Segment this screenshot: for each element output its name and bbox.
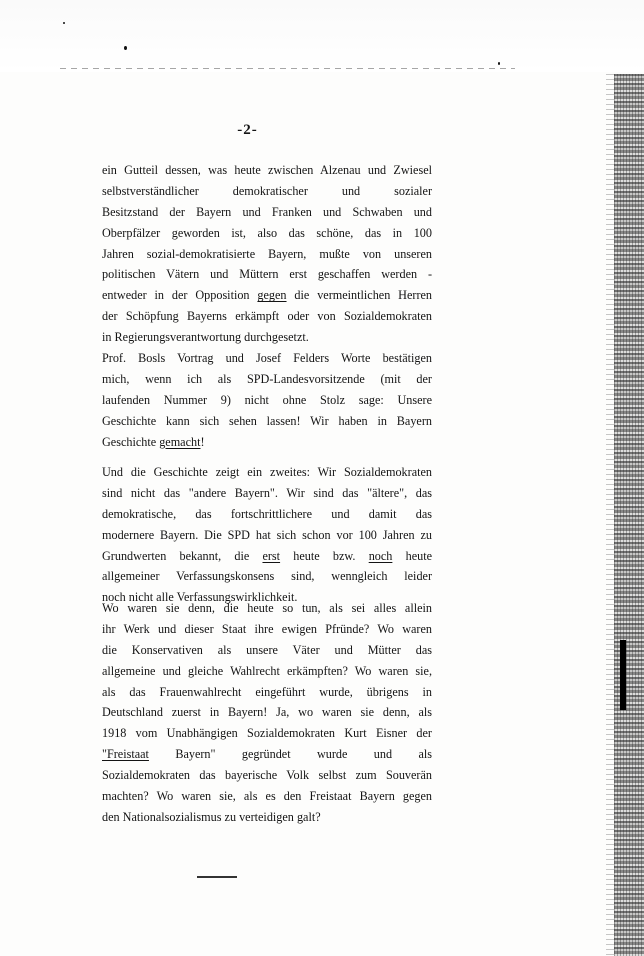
text-line	[102, 244, 432, 265]
underlined-word: "Freistaat	[102, 747, 149, 762]
text-line	[102, 432, 432, 453]
scan-shadow	[606, 74, 614, 956]
text-line	[102, 181, 432, 202]
text-line	[102, 598, 432, 619]
underlined-word: gegen	[257, 288, 287, 303]
text-segment: !	[200, 434, 205, 449]
text-line	[102, 411, 432, 432]
text-line	[102, 619, 432, 640]
page-number: -2-	[237, 122, 258, 138]
text-line	[102, 483, 432, 504]
text-segment: allgemeiner Verfassungskonsens sind, wenngleich leider	[102, 569, 432, 584]
scan-edge-line	[60, 68, 515, 69]
text-line	[102, 327, 432, 348]
text-line	[102, 546, 432, 567]
text-line	[102, 223, 432, 244]
text-line	[102, 525, 432, 546]
text-segment: machten? Wo waren sie, als es den Freistaat Bayern gegen	[102, 789, 432, 804]
text-segment: laufenden Nummer 9) nicht ohne Stolz sage: Unsere	[102, 392, 432, 407]
text-segment: Besitzstand der Bayern und Franken und Schwaben und	[102, 204, 432, 219]
text-segment: selbstverständlicher demokratischer und sozialer	[102, 183, 432, 198]
text-line	[102, 702, 432, 723]
text-segment: Bayern" gegründet wurde und als	[175, 747, 432, 762]
text-segment: heute	[405, 548, 433, 563]
text-segment: der Schöpfung Bayerns erkämpft oder von Sozialdemokraten	[102, 309, 432, 324]
underlined-word: noch	[368, 548, 393, 563]
text-line	[102, 264, 432, 285]
text-segment: Jahren sozial-demokratisierte Bayern, mußte von unseren	[102, 246, 432, 261]
text-segment: Deutschland zuerst in Bayern! Ja, wo waren sie denn, als	[102, 705, 432, 720]
text-segment: allgemeine und gleiche Wahlrecht erkämpften? Wo waren sie,	[102, 663, 432, 678]
text-segment: sind nicht das "andere Bayern". Wir sind das "ältere", das	[102, 485, 432, 500]
text-segment: Oberpfälzer geworden ist, also das schöne, das in 100	[102, 225, 432, 240]
text-segment: Geschichte	[102, 434, 157, 449]
text-line	[102, 348, 432, 369]
scan-speck	[124, 46, 127, 50]
text-line	[102, 786, 432, 807]
text-segment: heute bzw.	[293, 548, 356, 563]
underlined-word: erst	[262, 548, 281, 563]
scan-dark-mark	[620, 640, 626, 710]
paragraph-2	[102, 348, 432, 452]
text-line	[102, 723, 432, 744]
text-line	[102, 390, 432, 411]
text-segment: als das Frauenwahlrecht eingeführt wurde, übrigens in	[102, 684, 432, 699]
text-segment: ihr Werk und dieser Staat ihre ewigen Pfründe? Wo waren	[102, 621, 432, 636]
underlined-word: gemacht	[159, 434, 201, 449]
text-segment: Und die Geschichte zeigt ein zweites: Wir Sozialdemokraten	[102, 465, 432, 479]
footer-dash	[197, 876, 237, 878]
scan-speck	[63, 22, 65, 24]
text-segment: Sozialdemokraten das bayerische Volk selbst zum Souverän	[102, 768, 432, 783]
text-segment: Prof. Bosls Vortrag und Josef Felders Worte bestätigen	[102, 351, 432, 365]
paragraph-4	[102, 598, 432, 828]
text-segment: den Nationalsozialismus zu verteidigen galt?	[102, 809, 321, 824]
paragraph-3	[102, 462, 432, 608]
text-segment: ein Gutteil dessen, was heute zwischen Alzenau und Zwiesel	[102, 163, 432, 177]
text-line	[102, 661, 432, 682]
text-segment: 1918 vom Unabhängigen Sozialdemokraten Kurt Eisner der	[102, 726, 432, 741]
text-line	[102, 160, 432, 181]
text-segment: entweder in der Opposition	[102, 288, 250, 303]
text-segment: mich, wenn ich als SPD-Landesvorsitzende (mit der	[102, 371, 432, 386]
text-segment: Geschichte kann sich sehen lassen! Wir haben in Bayern	[102, 413, 432, 428]
text-segment: demokratische, das fortschrittlichere und damit das	[102, 506, 432, 521]
text-line	[102, 640, 432, 661]
text-segment: die Konservativen als unsere Väter und Mütter das	[102, 642, 432, 657]
text-line	[102, 765, 432, 786]
text-line	[102, 202, 432, 223]
scan-binding-edge	[614, 74, 644, 956]
text-segment: politischen Vätern und Müttern erst geschaffen werden -	[102, 267, 432, 282]
text-line	[102, 744, 432, 765]
paragraph-1	[102, 160, 432, 348]
text-segment: Wo waren sie denn, die heute so tun, als sei alles allein	[102, 601, 432, 615]
text-segment: noch nicht alle Verfassungswirklichkeit.	[102, 590, 298, 605]
text-line	[102, 285, 432, 306]
text-line	[102, 369, 432, 390]
text-line	[102, 682, 432, 703]
text-line	[102, 306, 432, 327]
scan-speck	[498, 62, 500, 65]
text-segment: die vermeintlichen Herren	[294, 288, 433, 303]
text-line	[102, 504, 432, 525]
text-line	[102, 566, 432, 587]
text-segment: in Regierungsverantwortung durchgesetzt.	[102, 330, 309, 345]
text-segment: modernere Bayern. Die SPD hat sich schon vor 100 Jahren zu	[102, 527, 432, 542]
text-line	[102, 807, 432, 828]
text-line	[102, 462, 432, 483]
text-segment: Grundwerten bekannt, die	[102, 548, 250, 563]
scan-top-margin	[0, 0, 644, 72]
